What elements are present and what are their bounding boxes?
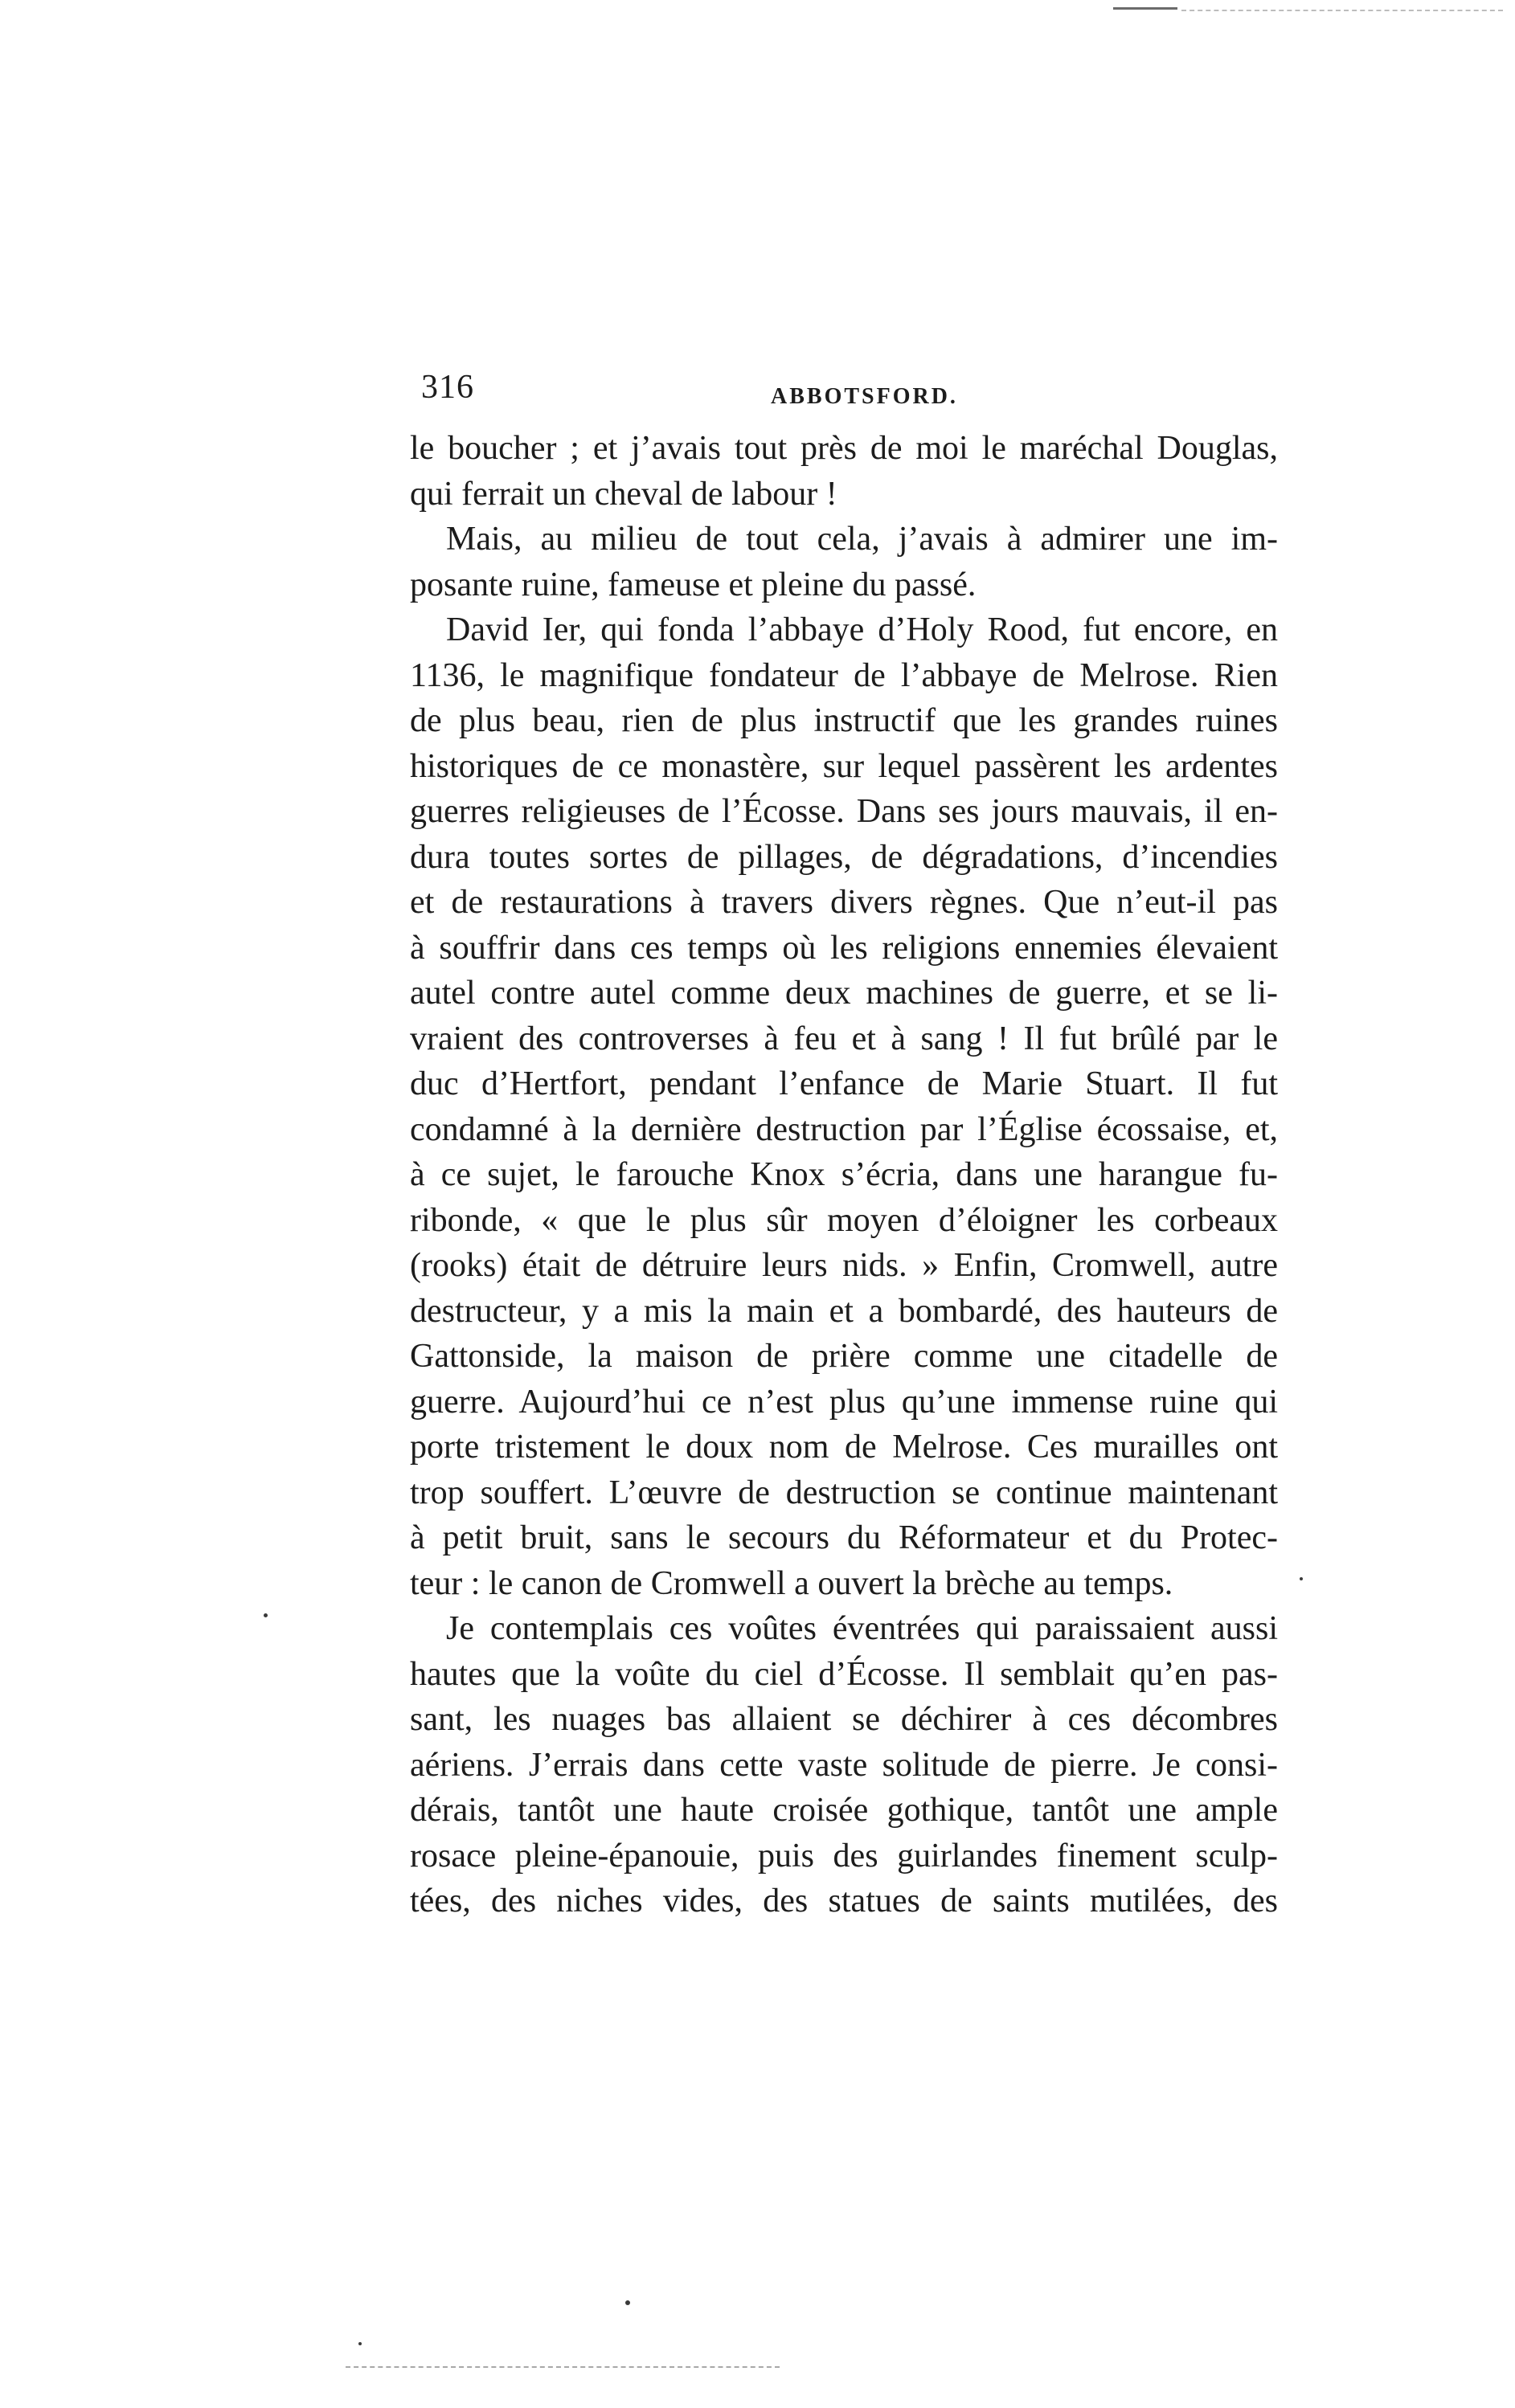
scan-speck	[358, 2342, 362, 2345]
text-line: rosace pleine-épanouie, puis des guirlandes finement sculp-	[410, 1837, 1278, 1874]
text-line: duc d’Hertfort, pendant l’enfance de Marie Stuart. Il fut	[410, 1065, 1278, 1102]
text-line: hautes que la voûte du ciel d’Écosse. Il semblait qu’en pas-	[410, 1655, 1278, 1693]
text-line: guerre. Aujourd’hui ce n’est plus qu’une immense ruine qui	[410, 1383, 1278, 1421]
text-line: historiques de ce monastère, sur lequel passèrent les ardentes	[410, 747, 1278, 785]
text-line: dérais, tantôt une haute croisée gothique, tantôt une ample	[410, 1792, 1278, 1829]
text-line: Je contemplais ces voûtes éventrées qui paraissaient aussi	[446, 1610, 1278, 1647]
text-line: posante ruine, fameuse et pleine du passé.	[410, 566, 977, 603]
page-header	[421, 368, 1289, 424]
text-line: aériens. J’errais dans cette vaste solitude de pierre. Je consi-	[410, 1746, 1278, 1784]
text-line: David Ier, qui fonda l’abbaye d’Holy Rood, fut encore, en	[446, 611, 1278, 648]
text-line: vraient des controverses à feu et à sang ! Il fut brûlé par le	[410, 1020, 1278, 1057]
text-line: à petit bruit, sans le secours du Réformateur et du Protec-	[410, 1519, 1278, 1556]
running-title: ABBOTSFORD.	[771, 384, 958, 409]
text-line: condamné à la dernière destruction par l’Église écossaise, et,	[410, 1110, 1278, 1148]
scan-speck	[264, 1613, 268, 1617]
text-line: destructeur, y a mis la main et a bombardé, des hauteurs de	[410, 1292, 1278, 1330]
scan-edge-dashes	[346, 2366, 780, 2368]
text-line: à ce sujet, le farouche Knox s’écria, dans une harangue fu-	[410, 1156, 1278, 1193]
text-line: 1136, le magnifique fondateur de l’abbaye de Melrose. Rien	[410, 656, 1278, 694]
text-line: porte tristement le doux nom de Melrose. Ces murailles ont	[410, 1429, 1278, 1466]
text-line: sant, les nuages bas allaient se déchirer à ces décombres	[410, 1701, 1278, 1738]
body-text	[410, 426, 1278, 1924]
text-line: (rooks) était de détruire leurs nids. » Enfin, Cromwell, autre	[410, 1247, 1278, 1284]
text-line: à souffrir dans ces temps où les religions ennemies élevaient	[410, 929, 1278, 967]
text-line: teur : le canon de Cromwell a ouvert la brèche au temps.	[410, 1564, 1173, 1602]
text-line: guerres religieuses de l’Écosse. Dans ses jours mauvais, il en-	[410, 793, 1278, 830]
text-line: Mais, au milieu de tout cela, j’avais à admirer une im-	[446, 521, 1278, 558]
text-line: tées, des niches vides, des statues de saints mutilées, des	[410, 1883, 1278, 1919]
text-line: ribonde, « que le plus sûr moyen d’éloigner les corbeaux	[410, 1201, 1278, 1239]
scan-edge-dashes	[1181, 10, 1503, 11]
scan-edge-mark	[1113, 7, 1177, 10]
text-line: dura toutes sortes de pillages, de dégradations, d’incendies	[410, 838, 1278, 876]
text-line: le boucher ; et j’avais tout près de moi le maréchal Douglas,	[410, 430, 1278, 467]
text-line: et de restaurations à travers divers règnes. Que n’eut-il pas	[410, 884, 1278, 921]
scan-speck	[625, 2300, 630, 2305]
text-line: qui ferrait un cheval de labour !	[410, 475, 837, 513]
page-number: 316	[421, 369, 474, 406]
text-line: trop souffert. L’œuvre de destruction se continue maintenant	[410, 1474, 1278, 1511]
scan-speck	[1300, 1577, 1303, 1580]
text-line: Gattonside, la maison de prière comme une citadelle de	[410, 1338, 1278, 1375]
text-line: autel contre autel comme deux machines de guerre, et se li-	[410, 975, 1278, 1012]
text-line: de plus beau, rien de plus instructif que les grandes ruines	[410, 702, 1278, 739]
